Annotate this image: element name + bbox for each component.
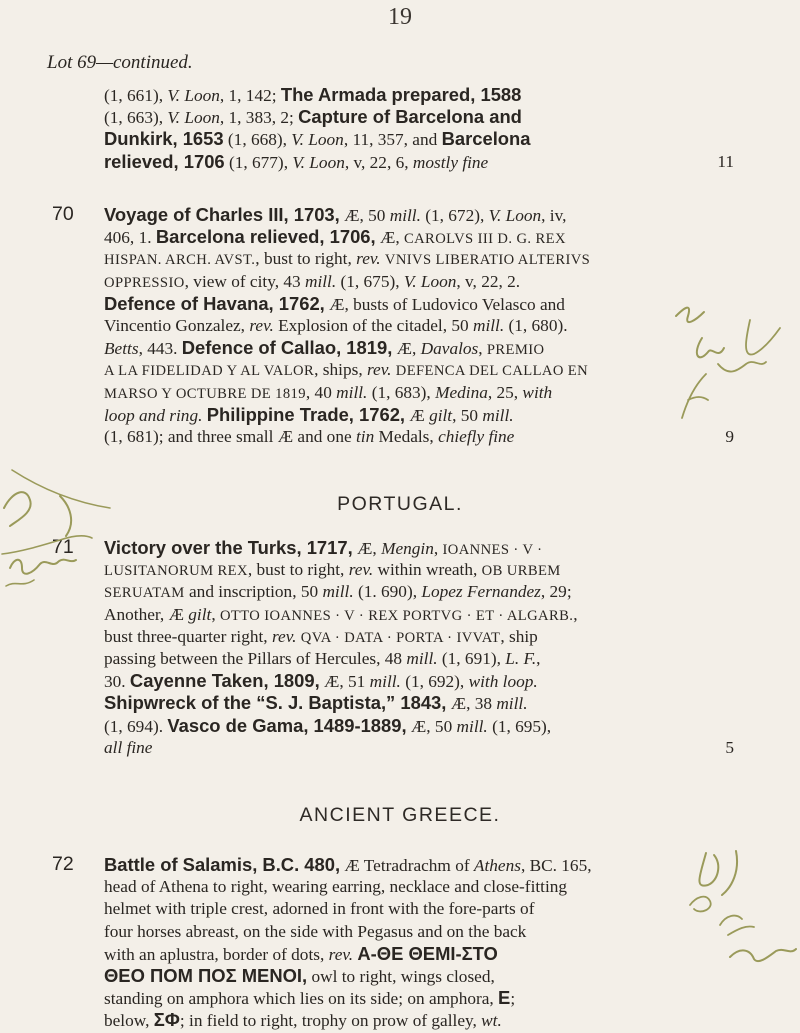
text-line: passing between the Pillars of Hercules, 48 mill. (1, 691), L. F.,	[104, 648, 541, 668]
text-line: relieved, 1706 (1, 677), V. Loon, v, 22, 6, mostly fine 11	[104, 150, 734, 172]
lot-quantity: 9	[725, 426, 734, 446]
text-line: Voyage of Charles III, 1703, Æ, 50 mill. (1, 672), V. Loon, iv,	[104, 204, 567, 225]
text-line: Shipwreck of the “S. J. Baptista,” 1843, Æ, 38 mill.	[104, 692, 528, 714]
text-line: (1, 661), V. Loon, 1, 142; The Armada prepared, 1588	[104, 84, 522, 105]
lot69-continued	[104, 84, 734, 173]
text-line: Defence of Havana, 1762, Æ, busts of Ludovico Velasco and	[104, 292, 565, 314]
text-line: Battle of Salamis, B.C. 480, Æ Tetradrachm of Athens, BC. 165,	[104, 854, 592, 875]
text-line: with an aplustra, border of dots, rev. Α-ΘΕ ΘΕΜΙ-ΣΤΟ	[104, 942, 498, 964]
text-line: helmet with triple crest, adorned in front with the fore-parts of	[104, 899, 535, 919]
text-line: loop and ring. Philippine Trade, 1762, Æ gilt, 50 mill.	[104, 403, 514, 425]
lot71-description	[104, 537, 734, 759]
lot-quantity: 5	[725, 737, 734, 757]
text-line: four horses abreast, on the side with Pegasus and on the back	[104, 921, 527, 941]
text-line: 30. Cayenne Taken, 1809, Æ, 51 mill. (1, 692), with loop.	[104, 670, 538, 692]
text-line: HISPAN. ARCH. AVST., bust to right, rev. VNIVS LIBERATIO ALTERIVS	[104, 249, 591, 269]
text-line: MARSO Y OCTUBRE DE 1819, 40 mill. (1, 683), Medina, 25, with	[104, 382, 553, 402]
lot-number: 71	[52, 536, 74, 558]
text-line: standing on amphora which lies on its side; on amphora, Ε;	[104, 987, 516, 1009]
text-line: (1, 663), V. Loon, 1, 383, 2; Capture of Barcelona and	[104, 106, 522, 128]
text-line: head of Athena to right, wearing earring, necklace and close-fitting	[104, 877, 568, 897]
section-heading-ancient-greece: ANCIENT GREECE.	[299, 804, 501, 826]
text-line: Betts, 443. Defence of Callao, 1819, Æ, Davalos, PREMIO	[104, 337, 545, 359]
text-line: OPPRESSIO, view of city, 43 mill. (1, 675), V. Loon, v, 22, 2.	[104, 271, 521, 291]
text-line: Victory over the Turks, 1717, Æ, Mengin, IOANNES · V ·	[104, 537, 543, 558]
text-line: 406, 1. Barcelona relieved, 1706, Æ, CAROLVS III D. G. REX	[104, 226, 566, 248]
text-line: Dunkirk, 1653 (1, 668), V. Loon, 11, 357, and Barcelona	[104, 128, 531, 150]
lot70-description	[104, 204, 734, 448]
text-line: A LA FIDELIDAD Y AL VALOR, ships, rev. DEFENCA DEL CALLAO EN	[104, 360, 589, 380]
page-number: 19	[388, 4, 412, 30]
text-line: SERUATAM and inscription, 50 mill. (1. 690), Lopez Fernandez, 29;	[104, 582, 572, 602]
section-heading-portugal: PORTUGAL.	[337, 493, 463, 515]
lot-quantity: 11	[717, 151, 734, 171]
lot72-description	[104, 854, 734, 1032]
text-line: ΘΕΟ ΠΟΜ ΠΟΣ ΜΕΝΟΙ, owl to right, wings closed,	[104, 964, 495, 986]
text-line: Another, Æ gilt, OTTO IOANNES · V · REX PORTVG · ET · ALGARB.,	[104, 604, 578, 624]
text-line: (1, 681); and three small Æ and one tin Medals, chiefly fine 9	[104, 426, 734, 448]
text-line: below, ΣΦ; in field to right, trophy on prow of galley, wt.	[104, 1009, 502, 1031]
lot-number: 72	[52, 853, 74, 875]
text-line: bust three-quarter right, rev. QVA · DATA · PORTA · IVVAT, ship	[104, 626, 538, 646]
text-line: Vincentio Gonzalez, rev. Explosion of the citadel, 50 mill. (1, 680).	[104, 315, 568, 335]
text-line: LUSITANORUM REX, bust to right, rev. within wreath, OB URBEM	[104, 560, 561, 580]
text-line: (1, 694). Vasco de Gama, 1489-1889, Æ, 50 mill. (1, 695),	[104, 714, 552, 736]
lot-number: 70	[52, 203, 74, 225]
lot-header: Lot 69—continued.	[47, 52, 193, 73]
text-line: all fine 5	[104, 737, 734, 759]
